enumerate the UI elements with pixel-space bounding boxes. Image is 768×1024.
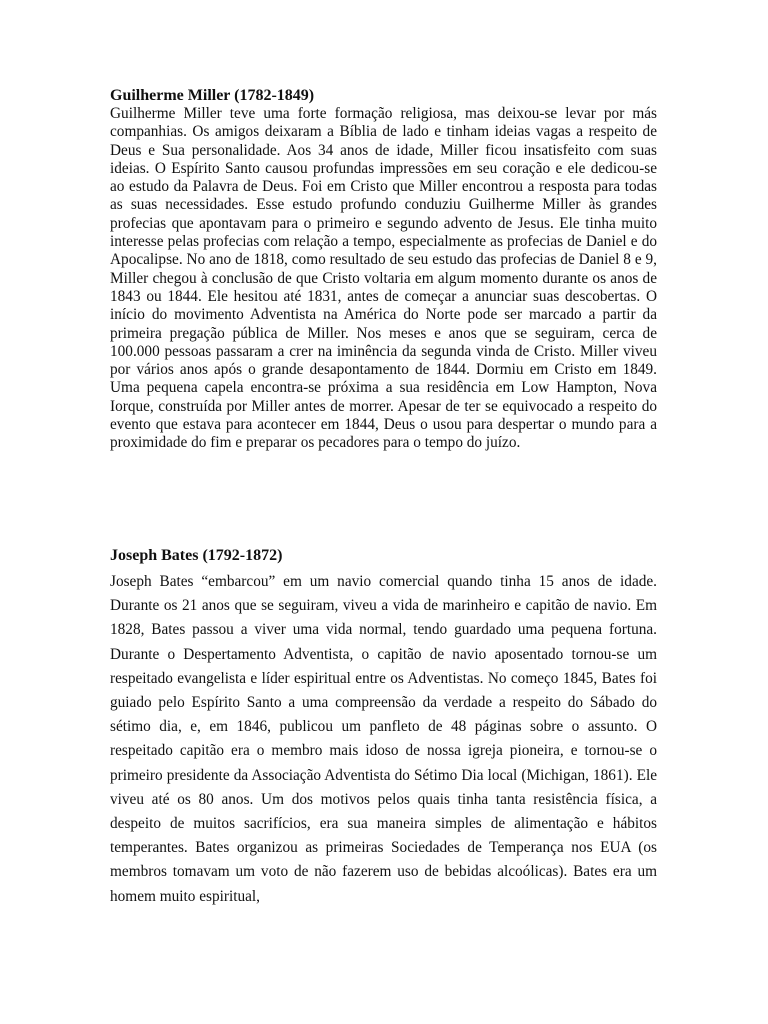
document-page [110,86,657,905]
section-joseph-bates [110,546,657,909]
paragraph-miller: Guilherme Miller teve uma forte formação religiosa, mas deixou-se levar por más companhias. Os amigos deixaram a Bíblia de lado e tinham ideias vagas a respeito de Deus e Sua personalidade. Aos 34 anos de idade, Miller ficou insatisfeito com suas ideias. O Espírito Santo causou profundas impressões em seu coração e ele dedicou-se ao estudo da Palavra de Deus. Foi em Cristo que Miller encontrou a resposta para todas as suas necessidades. Esse estudo profundo conduziu Guilherme Miller às grandes profecias que apontavam para o primeiro e segundo advento de Jesus. Ele tinha muito interesse pelas profecias com relação a tempo, especialmente as profecias de Daniel e do Apocalipse. No ano de 1818, como resultado de seu estudo das profecias de Daniel 8 e 9, Miller chegou à conclusão de que Cristo voltaria em algum momento durante os anos de 1843 ou 1844. Ele hesitou até 1831, antes de começar a anunciar suas descobertas. O início do movimento Adventista na América do Norte pode ser marcado a partir da primeira pregação pública de Miller. Nos meses e anos que se seguiram, cerca de 100.000 pessoas passaram a crer na iminência da segunda vinda de Cristo. Miller viveu por vários anos após o grande desapontamento de 1844. Dormiu em Cristo em 1849. Uma pequena capela encontra-se próxima a sua residência em Low Hampton, Nova Iorque, construída por Miller antes de morrer. Apesar de ter se equivocado a respeito do evento que estava para acontecer em 1844, Deus o usou para despertar o mundo para a proximidade do fim e preparar os pecadores para o tempo do juízo. [110,105,657,452]
section-guilherme-miller [110,86,657,453]
section-heading-miller: Guilherme Miller (1782-1849) [110,87,315,104]
section-heading-bates: Joseph Bates (1792-1872) [110,547,283,564]
paragraph-bates: Joseph Bates “embarcou” em um navio comercial quando tinha 15 anos de idade. Durante os 21 anos que se seguiram, viveu a vida de marinheiro e capitão de navio. Em 1828, Bates passou a viver uma vida normal, tendo guardado uma pequena fortuna. Durante o Despertamento Adventista, o capitão de navio aposentado tornou-se um respeitado evangelista e líder espiritual entre os Adventistas. No começo 1845, Bates foi guiado pelo Espírito Santo a uma compreensão da verdade a respeito do Sábado do sétimo dia, e, em 1846, publicou um panfleto de 48 páginas sobre o assunto. O respeitado capitão era o membro mais idoso de nossa igreja pioneira, e tornou-se o primeiro presidente da Associação Adventista do Sétimo Dia local (Michigan, 1861). Ele viveu até os 80 anos. Um dos motivos pelos quais tinha tanta resistência física, a despeito de muitos sacrifícios, era sua maneira simples de alimentação e hábitos temperantes. Bates organizou as primeiras Sociedades de Temperança nos EUA (os membros tomavam um voto de não fazerem uso de bebidas alcoólicas). Bates era um homem muito espiritual, [110,573,657,905]
